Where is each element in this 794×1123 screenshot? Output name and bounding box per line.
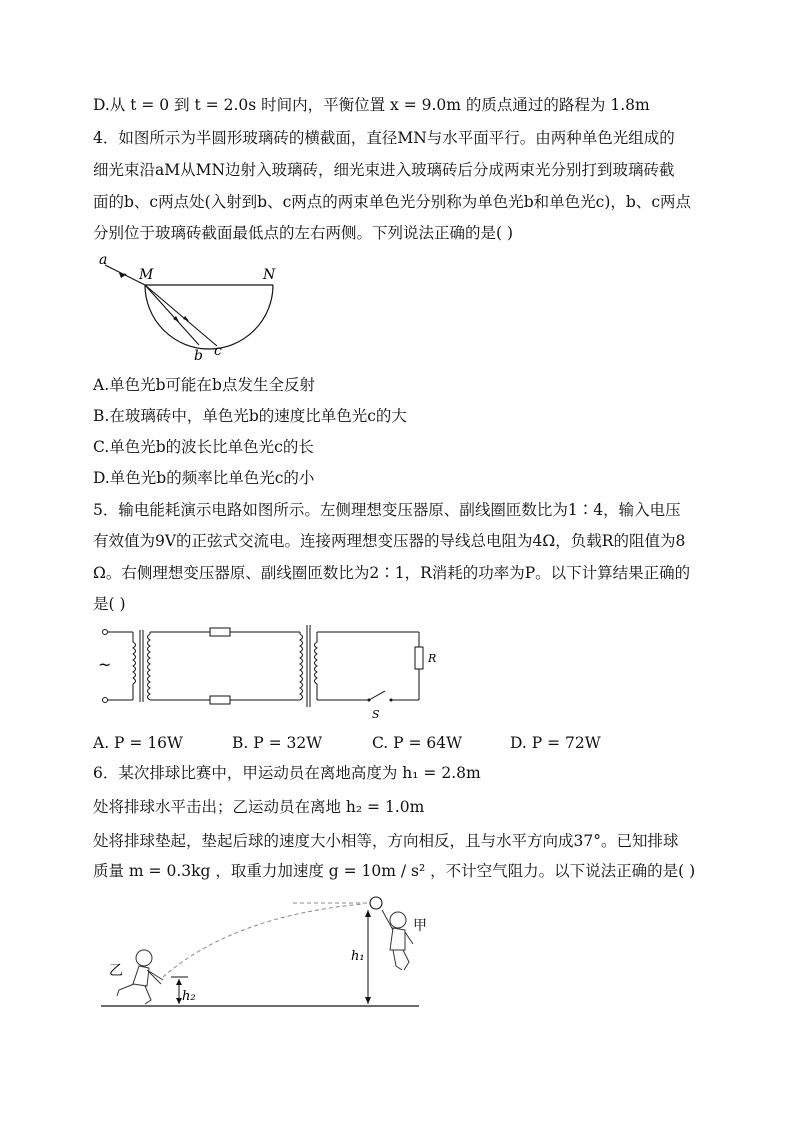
q4-stem-line-4: 分别位于玻璃砖截面最低点的左右两侧。下列说法正确的是( ) [93,224,514,242]
label-a: a [99,252,108,268]
line-resistor-bottom [210,696,230,704]
q4-stem-line-1: 4．如图所示为半圆形玻璃砖的横截面，直径MN与水平面平行。由两种单色光组成的 [93,129,675,147]
label-yi: 乙 [109,963,123,979]
player-jia [382,910,413,970]
q6-stem-line-4: 质量 m = 0.3kg ，取重力加速度 g = 10m / s² ，不计空气阻力。以下说法正确的是( ) [93,862,696,880]
load-resistor-r [415,647,423,669]
switch-s [369,691,385,700]
label-h2: h₂ [182,989,196,1004]
ac-source-symbol: ~ [98,655,112,674]
label-m: M [139,267,154,283]
input-terminal-top [103,630,108,635]
volleyball-figure [93,888,433,1013]
ball-trajectory [163,904,363,977]
label-n: N [263,267,276,283]
ray-c [145,285,217,346]
q6-stem-line-3: 处将排球垫起，垫起后球的速度大小相等，方向相反，且与水平方向成37°。已知排球 [93,832,679,850]
left-secondary-coil [148,632,151,700]
label-h1: h₁ [351,949,365,964]
label-r: R [428,652,437,665]
transformer-circuit-figure [93,620,443,720]
q6-stem-line-2: 处将排球水平击出；乙运动员在离地 h₂ = 1.0m [93,798,425,816]
label-b: b [194,348,203,364]
q4-option-c: C.单色光b的波长比单色光c的长 [93,438,314,456]
label-s: S [372,708,380,720]
q4-option-b: B.在玻璃砖中，单色光b的速度比单色光c的大 [93,407,407,425]
right-secondary-coil [315,632,318,700]
q5-stem-line-1: 5．输电能耗演示电路如图所示。左侧理想变压器原、副线圈匝数比为1∶4，输入电压 [93,501,681,519]
q5-option-c: C. P = 64W [372,734,463,752]
q3-option-d: D.从 t = 0 到 t = 2.0s 时间内，平衡位置 x = 9.0m 的质点通过的路程为 1.8m [93,96,650,114]
q5-stem-line-2: 有效值为9V的正弦式交流电。连接两理想变压器的导线总电阻为4Ω，负载R的阻值为8 [93,532,686,550]
q6-stem-line-1: 6．某次排球比赛中，甲运动员在离地高度为 h₁ = 2.8m [93,764,481,782]
q5-stem-line-4: 是( ) [93,595,126,613]
q5-option-a: A. P = 16W [93,734,183,752]
right-primary-coil [300,632,303,700]
left-primary-coil [133,632,136,700]
ray-b [145,285,199,345]
label-c: c [214,343,222,359]
q4-stem-line-2: 细光束沿aM从MN边射入玻璃砖，细光束进入玻璃砖后分成两束光分别打到玻璃砖截 [93,161,675,179]
volleyball [370,897,382,909]
player-yi [117,950,163,1004]
input-terminal-bottom [103,698,108,703]
q4-option-d: D.单色光b的频率比单色光c的小 [93,469,315,487]
q4-stem-line-3: 面的b、c两点处(入射到b、c两点的两束单色光分别称为单色光b和单色光c)，b、c两点 [93,193,692,211]
q5-stem-line-3: Ω。右侧理想变压器原、副线圈匝数比为2∶1，R消耗的功率为P。以下计算结果正确的 [93,564,691,582]
glass-semicircle-figure [93,250,283,365]
q4-option-a: A.单色光b可能在b点发生全反射 [93,376,315,394]
label-jia: 甲 [413,918,427,934]
q5-option-b: B. P = 32W [232,734,323,752]
q5-option-d: D. P = 72W [510,734,601,752]
line-resistor-top [210,628,230,636]
